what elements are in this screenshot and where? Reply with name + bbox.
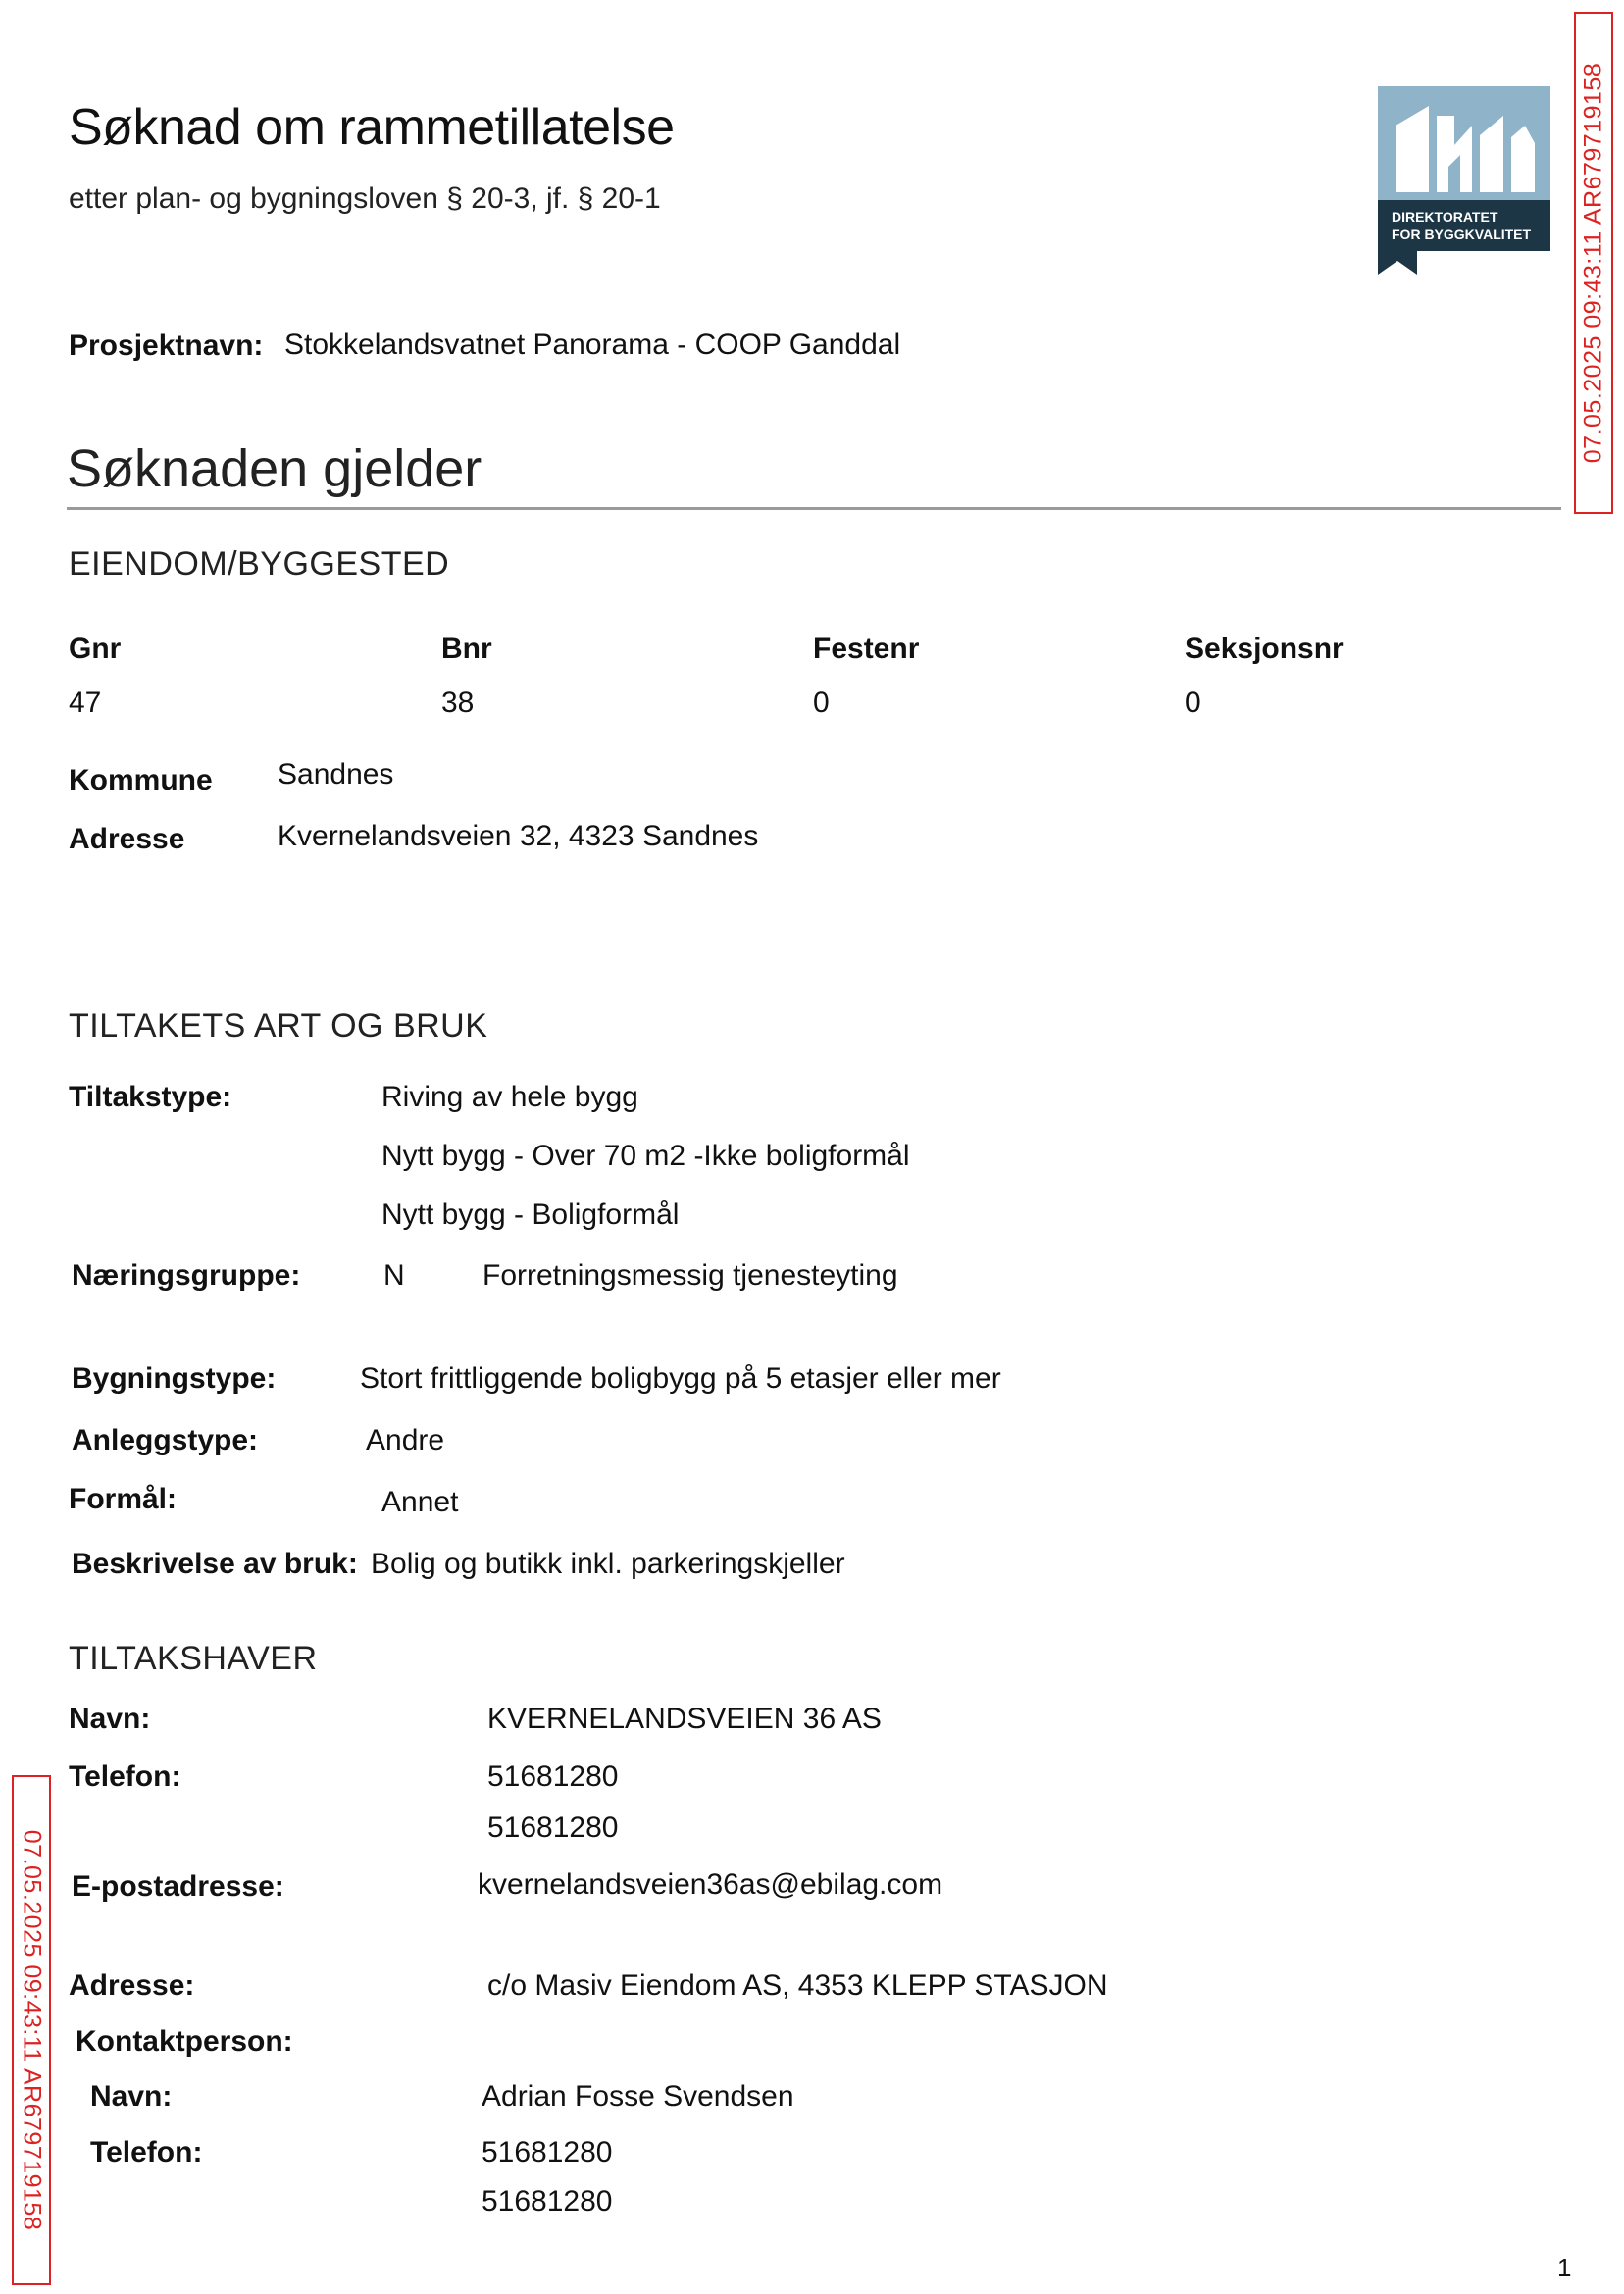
bygningstype-label: Bygningstype: <box>72 1362 277 1395</box>
stamp-text: 07.05.2025 09:43:11 AR679719158 <box>1579 62 1607 464</box>
festenr-header: Festenr <box>813 633 920 665</box>
naeringsgruppe-value: Forretningsmessig tjenesteyting <box>482 1259 898 1292</box>
tiltakshaver-navn-value: KVERNELANDSVEIEN 36 AS <box>487 1703 882 1735</box>
tiltakstype-value-1: Riving av hele bygg <box>381 1081 638 1113</box>
festenr-value: 0 <box>813 687 830 719</box>
anleggstype-label: Anleggstype: <box>72 1424 259 1456</box>
beskrivelse-label: Beskrivelse av bruk: <box>72 1548 358 1580</box>
page-number: 1 <box>1557 2253 1572 2282</box>
kontakt-navn-label: Navn: <box>90 2080 173 2113</box>
adresse-label: Adresse <box>69 823 185 855</box>
section-title: Søknaden gjelder <box>67 439 482 498</box>
naeringsgruppe-code: N <box>383 1259 405 1292</box>
gnr-value: 47 <box>69 687 102 719</box>
received-stamp-left <box>12 1775 51 2285</box>
kommune-value: Sandnes <box>278 758 394 790</box>
kontakt-navn-value: Adrian Fosse Svendsen <box>482 2080 794 2113</box>
tiltakstype-value-2: Nytt bygg - Over 70 m2 -Ikke boligformål <box>381 1140 910 1172</box>
bnr-header: Bnr <box>441 633 492 665</box>
naeringsgruppe-label: Næringsgruppe: <box>72 1259 301 1292</box>
tiltakstype-label: Tiltakstype: <box>69 1081 232 1113</box>
epost-label: E-postadresse: <box>72 1870 284 1903</box>
tiltakshaver-telefon-2: 51681280 <box>487 1811 619 1844</box>
formal-label: Formål: <box>69 1483 178 1515</box>
bygningstype-value: Stort frittliggende boligbygg på 5 etasjer eller mer <box>360 1362 1001 1395</box>
logo-text-2: FOR BYGGKVALITET <box>1392 227 1532 242</box>
tiltakshaver-heading: TILTAKSHAVER <box>69 1640 318 1677</box>
epost-value: kvernelandsveien36as@ebilag.com <box>478 1868 943 1901</box>
stamp-text: 07.05.2025 09:43:11 AR679719158 <box>18 1829 46 2231</box>
tiltakshaver-telefon-1: 51681280 <box>487 1760 619 1793</box>
project-name-value: Stokkelandsvatnet Panorama - COOP Ganddal <box>284 329 901 361</box>
dibk-logo <box>1378 86 1550 275</box>
bnr-value: 38 <box>441 687 475 719</box>
tiltak-heading: TILTAKETS ART OG BRUK <box>69 1007 488 1045</box>
page-title: Søknad om rammetillatelse <box>69 99 675 156</box>
beskrivelse-value: Bolig og butikk inkl. parkeringskjeller <box>371 1548 845 1580</box>
tiltakshaver-telefon-label: Telefon: <box>69 1760 181 1793</box>
kontakt-telefon-2: 51681280 <box>482 2185 613 2218</box>
received-stamp-top <box>1574 12 1613 514</box>
anleggstype-value: Andre <box>366 1424 445 1456</box>
page-subtitle: etter plan- og bygningsloven § 20-3, jf. § 20-1 <box>69 182 661 215</box>
tiltakstype-value-3: Nytt bygg - Boligformål <box>381 1198 680 1231</box>
kommune-label: Kommune <box>69 764 213 796</box>
project-name-label: Prosjektnavn: <box>69 330 264 362</box>
tiltakshaver-navn-label: Navn: <box>69 1703 151 1735</box>
tiltakshaver-adresse-value: c/o Masiv Eiendom AS, 4353 KLEPP STASJON <box>487 1969 1108 2002</box>
kontakt-telefon-1: 51681280 <box>482 2136 613 2168</box>
kontakt-telefon-label: Telefon: <box>90 2136 203 2168</box>
adresse-value: Kvernelandsveien 32, 4323 Sandnes <box>278 820 759 852</box>
seksjonsnr-value: 0 <box>1185 687 1201 719</box>
dibk-logo-icon <box>1378 86 1550 275</box>
logo-text-1: DIREKTORATET <box>1392 209 1498 225</box>
eiendom-heading: EIENDOM/BYGGESTED <box>69 545 450 583</box>
seksjonsnr-header: Seksjonsnr <box>1185 633 1344 665</box>
section-divider <box>67 507 1561 510</box>
gnr-header: Gnr <box>69 633 122 665</box>
kontaktperson-label: Kontaktperson: <box>76 2025 293 2058</box>
tiltakshaver-adresse-label: Adresse: <box>69 1969 195 2002</box>
formal-value: Annet <box>381 1486 459 1518</box>
